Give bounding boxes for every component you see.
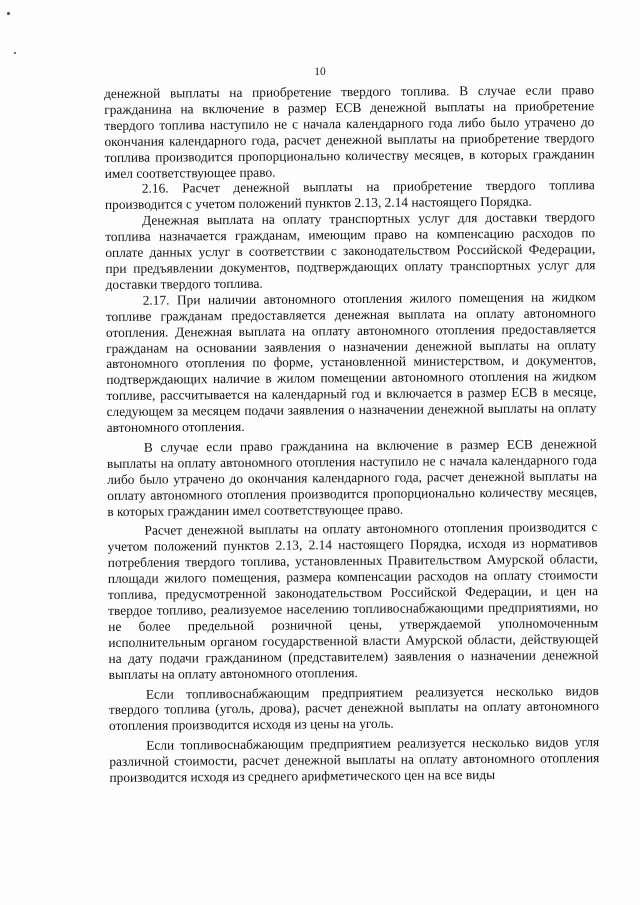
paragraph-proportional-calculation: В случае если право гражданина на включение в размер ЕСВ денежной выплаты на оплату автономного отопления наступило не с начала календарного года либо было утрачено до окончания календарного года, расчет денежной выплаты на оплату автономного отопления производится пропорционально количеству месяцев, в которых гражданин имел соответствующее право. xyxy=(106,436,598,519)
paragraph-calculation-basis: Расчет денежной выплаты на оплату автономного отопления производится с учетом положений пунктов 2.13, 2.14 настоящего Порядка, исходя из нормативов потребления твердого топлива, установленных Правительством Амурской области, площади жилого помещения, размера компенсации расходов на оплату стоимости топлива, предусмотренной законодательством Российской Федерации, и цен на твердое топливо, реализуемое населению топливоснабжающими предприятиями, но не более предельной розничной цены, утверждаемой уполномоченным исполнительным органом государственной власти Амурской области, действующей на дату подачи гражданином (представителем) заявления о назначении денежной выплаты на оплату автономного отопления. xyxy=(107,519,599,682)
paragraph-2-17: 2.17. При наличии автономного отопления жилого помещения на жидком топливе гражданам предоставляется денежная выплата на оплату автономного отопления. Денежная выплата на оплату автономного отопления предоставляется гражданам на основании заявления о назначении денежной выплаты на оплату автономного отопления по форме, установленной министерством, и документов, подтверждающих наличие в жилом помещении автономного отопления на жидком топливе, рассчитывается на календарный год и включается в размер ЕСВ в месяце, следующем за месяцем подачи заявления о назначении денежной выплаты на оплату автономного отопления. xyxy=(105,288,597,436)
scan-speck xyxy=(14,52,16,54)
scan-speck xyxy=(7,12,10,15)
paragraph-coal-types: Если топливоснабжающим предприятием реализуется несколько видов угля различной стоимости, расчет денежной выплаты на оплату автономного отопления производится исходя из среднего арифметического цен на все виды xyxy=(109,734,600,786)
document-body xyxy=(104,82,599,786)
paragraph-intro: денежной выплаты на приобретение твердого топлива. В случае если право гражданина на включение в размер ЕСВ денежной выплаты на приобретение твердого топлива наступило не с начала календарного года либо было утрачено до окончания календарного года, расчет денежной выплаты на приобретение твердого топлива производится пропорционально количеству месяцев, в которых гражданин имел соответствующее право. xyxy=(104,82,595,181)
paragraph-transport-services: Денежная выплата на оплату транспортных услуг для доставки твердого топлива назначается гражданам, имеющим право на компенсацию расходов по оплате данных услуг в соответствии с законодательством Российской Федерации, при предъявлении документов, подтверждающих оплату транспортных услуг для доставки твердого топлива. xyxy=(105,209,596,292)
paragraph-2-16: 2.16. Расчет денежной выплаты на приобретение твердого топлива производится с учетом положений пунктов 2.13, 2.14 настоящего Порядка. xyxy=(104,177,595,213)
paragraph-coal-price: Если топливоснабжающим предприятием реализуется несколько видов твердого топлива (уголь, дрова), расчет денежной выплаты на оплату автономного отопления производится исходя из цены на уголь. xyxy=(108,682,599,734)
page-number: 10 xyxy=(314,66,326,78)
